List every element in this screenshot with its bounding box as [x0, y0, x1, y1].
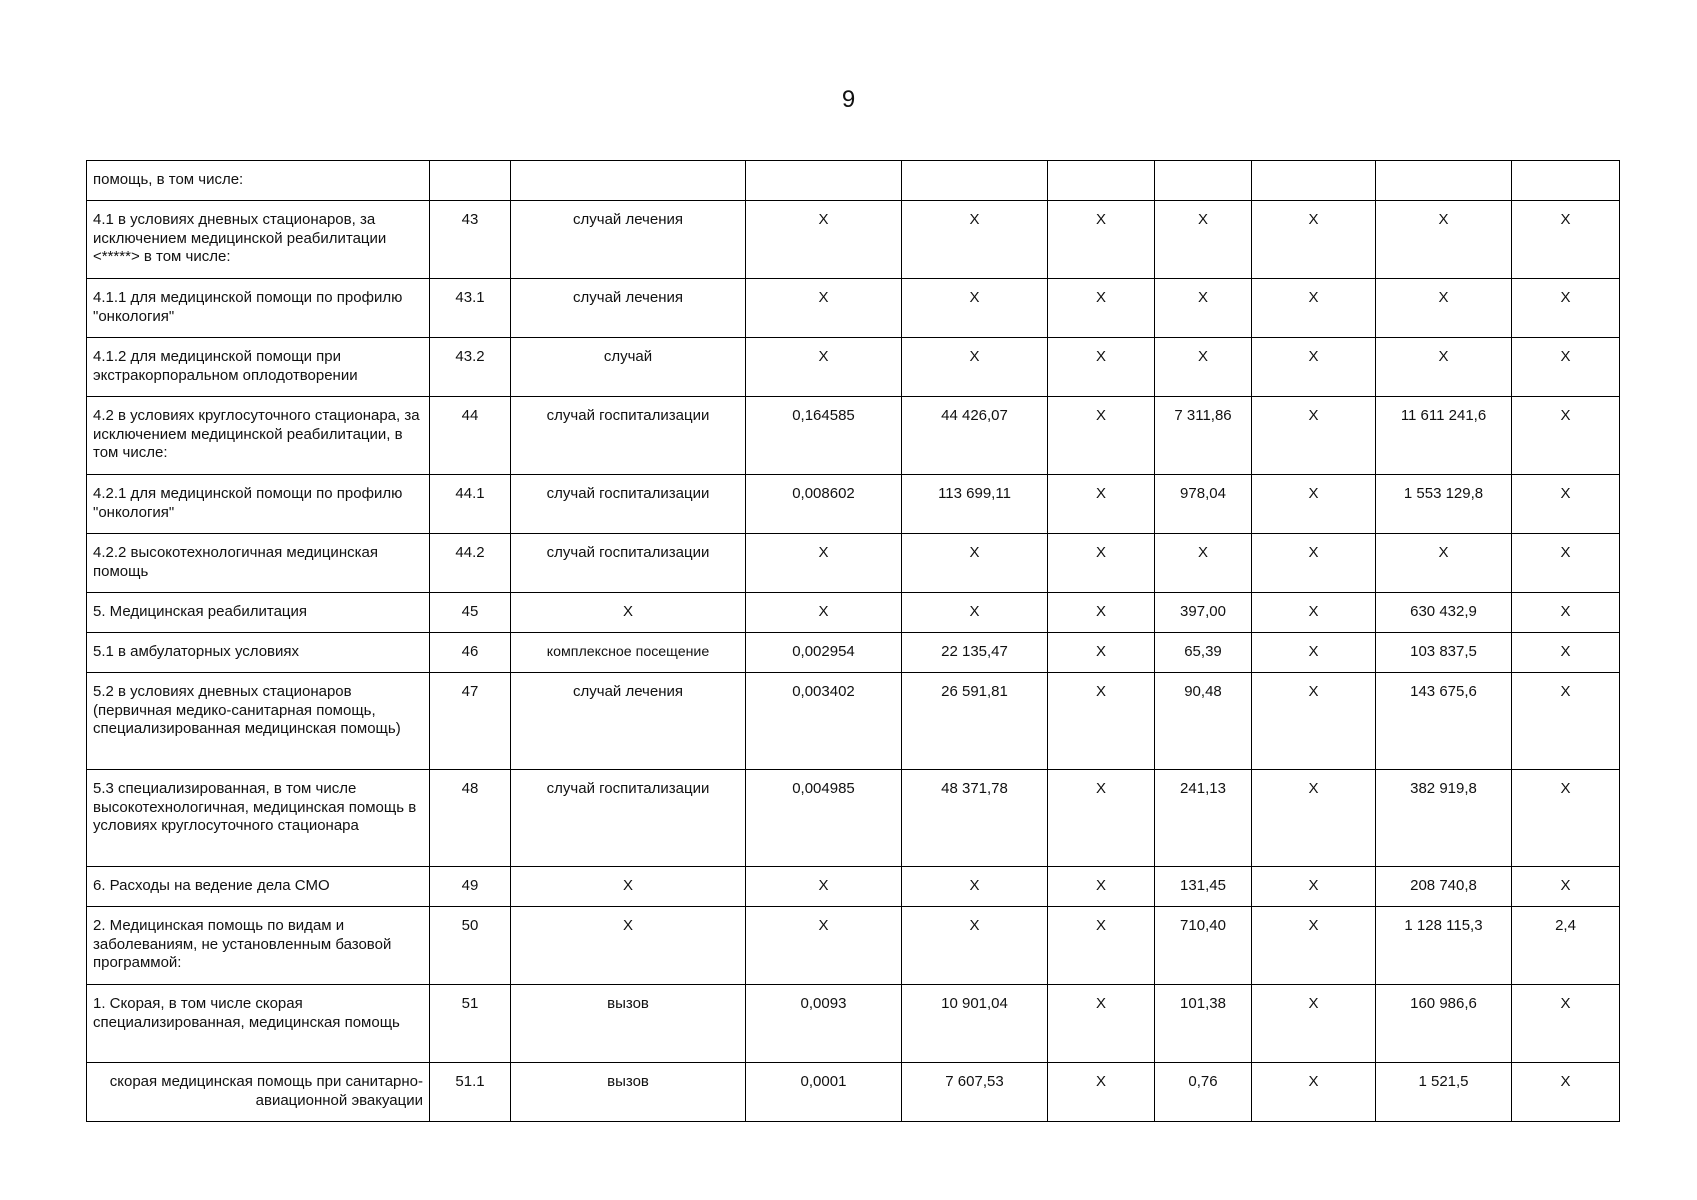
row-unit-cell: случай госпитализации [511, 534, 746, 593]
value-cell: X [746, 534, 902, 593]
row-unit-cell: X [511, 593, 746, 633]
value-cell: X [1252, 770, 1376, 867]
row-name-cell: 5.2 в условиях дневных стационаров (первичная медико-санитарная помощь, специализированная медицинская помощь) [87, 673, 430, 770]
value-cell: 1 128 115,3 [1376, 907, 1512, 985]
value-cell: X [1252, 985, 1376, 1063]
row-unit-cell [511, 161, 746, 201]
row-name-cell: помощь, в том числе: [87, 161, 430, 201]
value-cell: X [1048, 770, 1155, 867]
value-cell: X [1252, 475, 1376, 534]
value-cell: 0,002954 [746, 633, 902, 673]
row-code-cell: 47 [430, 673, 511, 770]
value-cell: 0,003402 [746, 673, 902, 770]
value-cell: X [1512, 985, 1620, 1063]
row-unit-cell: вызов [511, 1063, 746, 1122]
value-cell: 0,008602 [746, 475, 902, 534]
value-cell: 0,0001 [746, 1063, 902, 1122]
row-name-cell: 4.2 в условиях круглосуточного стационара, за исключением медицинской реабилитации, в том числе: [87, 397, 430, 475]
value-cell: 241,13 [1155, 770, 1252, 867]
value-cell: X [1048, 593, 1155, 633]
table-row [87, 907, 1620, 985]
row-code-cell: 45 [430, 593, 511, 633]
value-cell: X [746, 593, 902, 633]
value-cell: X [1252, 593, 1376, 633]
table-row [87, 985, 1620, 1063]
value-cell: X [1376, 279, 1512, 338]
value-cell: X [902, 867, 1048, 907]
value-cell: 103 837,5 [1376, 633, 1512, 673]
financing-table [86, 160, 1620, 1122]
row-code-cell: 44.2 [430, 534, 511, 593]
value-cell: 0,004985 [746, 770, 902, 867]
value-cell: 113 699,11 [902, 475, 1048, 534]
value-cell: 7 607,53 [902, 1063, 1048, 1122]
row-unit-cell: X [511, 907, 746, 985]
table-row [87, 673, 1620, 770]
row-code-cell: 43.2 [430, 338, 511, 397]
value-cell: 90,48 [1155, 673, 1252, 770]
value-cell: X [1252, 397, 1376, 475]
value-cell: X [1512, 633, 1620, 673]
value-cell: X [1048, 338, 1155, 397]
value-cell: X [1512, 770, 1620, 867]
value-cell [1376, 161, 1512, 201]
value-cell: X [1252, 338, 1376, 397]
value-cell: 143 675,6 [1376, 673, 1512, 770]
value-cell: X [1048, 279, 1155, 338]
value-cell: X [902, 201, 1048, 279]
row-name-cell: 1. Скорая, в том числе скорая специализированная, медицинская помощь [87, 985, 430, 1063]
value-cell: X [902, 279, 1048, 338]
row-code-cell: 48 [430, 770, 511, 867]
value-cell: X [1155, 534, 1252, 593]
row-code-cell: 51.1 [430, 1063, 511, 1122]
row-name-cell: 4.1.2 для медицинской помощи при экстракорпоральном оплодотворении [87, 338, 430, 397]
value-cell: X [1048, 397, 1155, 475]
row-unit-cell: случай [511, 338, 746, 397]
table-row [87, 161, 1620, 201]
table-row [87, 1063, 1620, 1122]
value-cell: X [1512, 867, 1620, 907]
value-cell: X [1252, 279, 1376, 338]
table-row [87, 397, 1620, 475]
value-cell: X [902, 534, 1048, 593]
row-name-cell: 5. Медицинская реабилитация [87, 593, 430, 633]
row-unit-cell: случай госпитализации [511, 770, 746, 867]
value-cell: 710,40 [1155, 907, 1252, 985]
value-cell: X [1512, 475, 1620, 534]
row-code-cell [430, 161, 511, 201]
value-cell: 208 740,8 [1376, 867, 1512, 907]
row-name-cell: 6. Расходы на ведение дела СМО [87, 867, 430, 907]
table-row [87, 770, 1620, 867]
table-row [87, 633, 1620, 673]
value-cell: X [1512, 201, 1620, 279]
value-cell: X [1252, 867, 1376, 907]
table-row [87, 475, 1620, 534]
value-cell: 1 521,5 [1376, 1063, 1512, 1122]
row-unit-cell: X [511, 867, 746, 907]
value-cell: X [1512, 1063, 1620, 1122]
value-cell: X [1512, 279, 1620, 338]
value-cell: X [1512, 534, 1620, 593]
value-cell [1155, 161, 1252, 201]
row-name-cell: 4.2.2 высокотехнологичная медицинская помощь [87, 534, 430, 593]
value-cell: 382 919,8 [1376, 770, 1512, 867]
table-row [87, 338, 1620, 397]
row-code-cell: 44.1 [430, 475, 511, 534]
page-number: 9 [841, 86, 856, 113]
row-unit-cell: случай лечения [511, 201, 746, 279]
table-row [87, 593, 1620, 633]
table-row [87, 279, 1620, 338]
value-cell: X [1155, 338, 1252, 397]
table-row [87, 534, 1620, 593]
value-cell: X [746, 338, 902, 397]
value-cell: X [1252, 673, 1376, 770]
row-name-cell: 4.1 в условиях дневных стационаров, за исключением медицинской реабилитации <*****> в том числе: [87, 201, 430, 279]
value-cell: 48 371,78 [902, 770, 1048, 867]
row-name-cell: 4.1.1 для медицинской помощи по профилю "онкология" [87, 279, 430, 338]
value-cell: X [1512, 673, 1620, 770]
row-name-cell: скорая медицинская помощь при санитарно-авиационной эвакуации [87, 1063, 430, 1122]
value-cell: X [1155, 201, 1252, 279]
row-unit-cell: вызов [511, 985, 746, 1063]
value-cell: X [1252, 907, 1376, 985]
value-cell: 11 611 241,6 [1376, 397, 1512, 475]
value-cell: X [1048, 534, 1155, 593]
value-cell: X [746, 201, 902, 279]
value-cell: 630 432,9 [1376, 593, 1512, 633]
value-cell: X [902, 907, 1048, 985]
value-cell [1512, 161, 1620, 201]
row-code-cell: 44 [430, 397, 511, 475]
value-cell: X [1376, 534, 1512, 593]
value-cell: X [746, 907, 902, 985]
value-cell: 160 986,6 [1376, 985, 1512, 1063]
row-code-cell: 50 [430, 907, 511, 985]
row-code-cell: 46 [430, 633, 511, 673]
value-cell: 397,00 [1155, 593, 1252, 633]
value-cell: X [1252, 534, 1376, 593]
value-cell: X [746, 867, 902, 907]
value-cell: X [1376, 338, 1512, 397]
row-unit-cell: случай госпитализации [511, 475, 746, 534]
value-cell: 1 553 129,8 [1376, 475, 1512, 534]
value-cell: 0,76 [1155, 1063, 1252, 1122]
value-cell: X [1512, 593, 1620, 633]
value-cell: X [1252, 201, 1376, 279]
row-unit-cell: случай госпитализации [511, 397, 746, 475]
row-code-cell: 51 [430, 985, 511, 1063]
value-cell: X [1512, 397, 1620, 475]
table-row [87, 867, 1620, 907]
row-unit-cell: случай лечения [511, 279, 746, 338]
value-cell: 22 135,47 [902, 633, 1048, 673]
value-cell: 131,45 [1155, 867, 1252, 907]
value-cell: 44 426,07 [902, 397, 1048, 475]
value-cell: 0,0093 [746, 985, 902, 1063]
value-cell [902, 161, 1048, 201]
table-row [87, 201, 1620, 279]
row-code-cell: 49 [430, 867, 511, 907]
row-name-cell: 2. Медицинская помощь по видам и заболеваниям, не установленным базовой программой: [87, 907, 430, 985]
value-cell: 0,164585 [746, 397, 902, 475]
value-cell: X [1048, 985, 1155, 1063]
row-name-cell: 4.2.1 для медицинской помощи по профилю "онкология" [87, 475, 430, 534]
row-name-cell: 5.3 специализированная, в том числе высокотехнологичная, медицинская помощь в условиях круглосуточного стационара [87, 770, 430, 867]
row-unit-cell: комплексное посещение [511, 633, 746, 673]
value-cell [746, 161, 902, 201]
row-unit-cell: случай лечения [511, 673, 746, 770]
value-cell: X [1048, 201, 1155, 279]
row-code-cell: 43.1 [430, 279, 511, 338]
value-cell: X [902, 338, 1048, 397]
value-cell: X [1155, 279, 1252, 338]
value-cell: 26 591,81 [902, 673, 1048, 770]
row-code-cell: 43 [430, 201, 511, 279]
value-cell [1252, 161, 1376, 201]
value-cell: X [902, 593, 1048, 633]
value-cell: 65,39 [1155, 633, 1252, 673]
row-name-cell: 5.1 в амбулаторных условиях [87, 633, 430, 673]
value-cell: X [1048, 1063, 1155, 1122]
value-cell: X [1048, 633, 1155, 673]
value-cell: X [1048, 907, 1155, 985]
value-cell [1048, 161, 1155, 201]
value-cell: 978,04 [1155, 475, 1252, 534]
value-cell: X [1512, 338, 1620, 397]
value-cell: 2,4 [1512, 907, 1620, 985]
value-cell: 101,38 [1155, 985, 1252, 1063]
value-cell: 10 901,04 [902, 985, 1048, 1063]
value-cell: X [1252, 633, 1376, 673]
value-cell: X [1048, 867, 1155, 907]
value-cell: X [1048, 475, 1155, 534]
value-cell: X [1252, 1063, 1376, 1122]
value-cell: X [1376, 201, 1512, 279]
value-cell: 7 311,86 [1155, 397, 1252, 475]
value-cell: X [1048, 673, 1155, 770]
value-cell: X [746, 279, 902, 338]
